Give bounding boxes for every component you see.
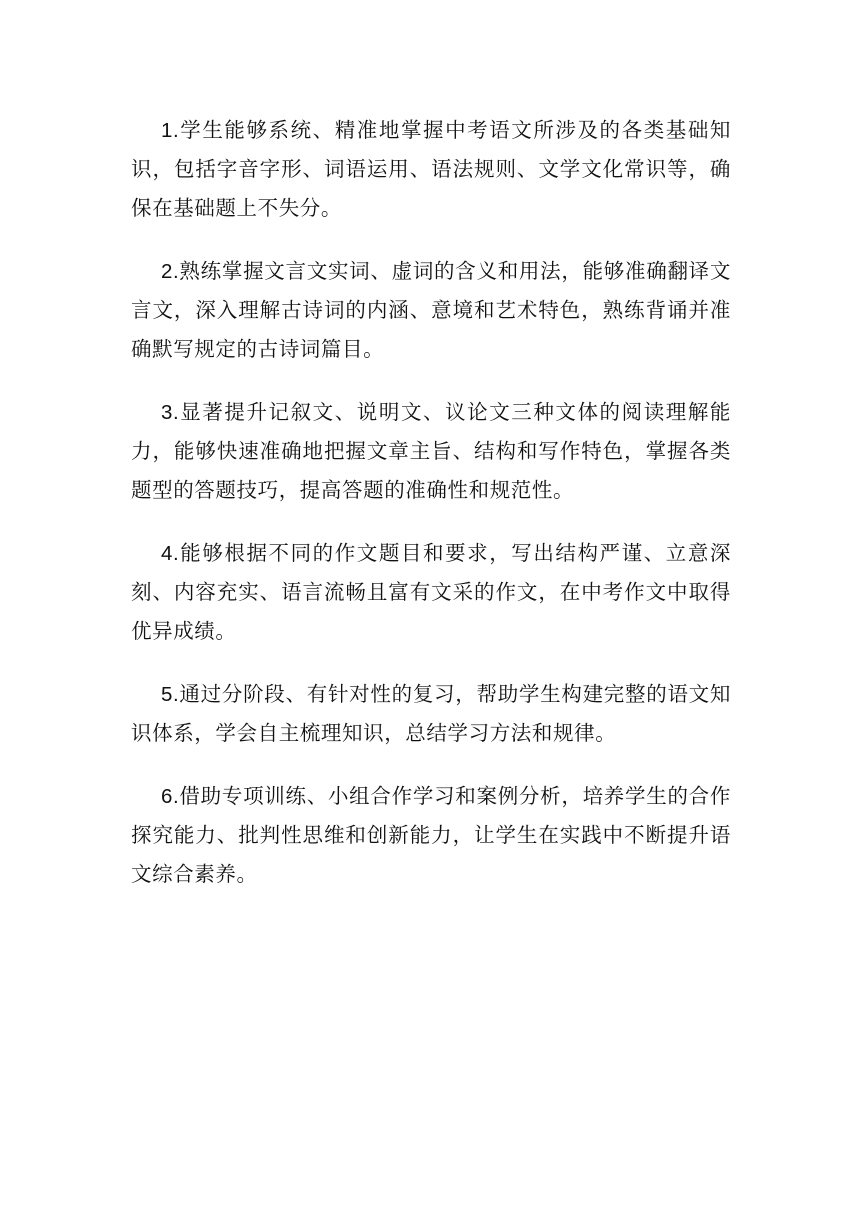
paragraph-3: [131, 393, 731, 510]
paragraph-text: 借助专项训练、小组合作学习和案例分析，培养学生的合作探究能力、批判性思维和创新能力，让学生在实践中不断提升语文综合素养。: [131, 784, 731, 886]
paragraph-text: 能够根据不同的作文题目和要求，写出结构严谨、立意深刻、内容充实、语言流畅且富有文采的作文，在中考作文中取得优异成绩。: [131, 541, 731, 643]
paragraph-number: 4.: [161, 542, 180, 565]
paragraph-text: 显著提升记叙文、说明文、议论文三种文体的阅读理解能力，能够快速准确地把握文章主旨、结构和写作特色，掌握各类题型的答题技巧，提高答题的准确性和规范性。: [131, 400, 731, 502]
paragraph-number: 5.: [161, 683, 180, 706]
paragraph-number: 6.: [161, 785, 180, 808]
document-body: [131, 111, 731, 918]
paragraph-1: [131, 111, 731, 228]
paragraph-2: [131, 252, 731, 369]
paragraph-text: 熟练掌握文言文实词、虚词的含义和用法，能够准确翻译文言文，深入理解古诗词的内涵、意境和艺术特色，熟练背诵并准确默写规定的古诗词篇目。: [131, 259, 731, 361]
paragraph-number: 3.: [161, 401, 180, 424]
paragraph-text: 学生能够系统、精准地掌握中考语文所涉及的各类基础知识，包括字音字形、词语运用、语法规则、文学文化常识等，确保在基础题上不失分。: [131, 118, 731, 220]
paragraph-number: 1.: [161, 119, 180, 142]
paragraph-6: [131, 777, 731, 894]
paragraph-4: [131, 534, 731, 651]
paragraph-text: 通过分阶段、有针对性的复习，帮助学生构建完整的语文知识体系，学会自主梳理知识，总结学习方法和规律。: [131, 682, 731, 745]
paragraph-number: 2.: [161, 260, 180, 283]
paragraph-5: [131, 675, 731, 753]
